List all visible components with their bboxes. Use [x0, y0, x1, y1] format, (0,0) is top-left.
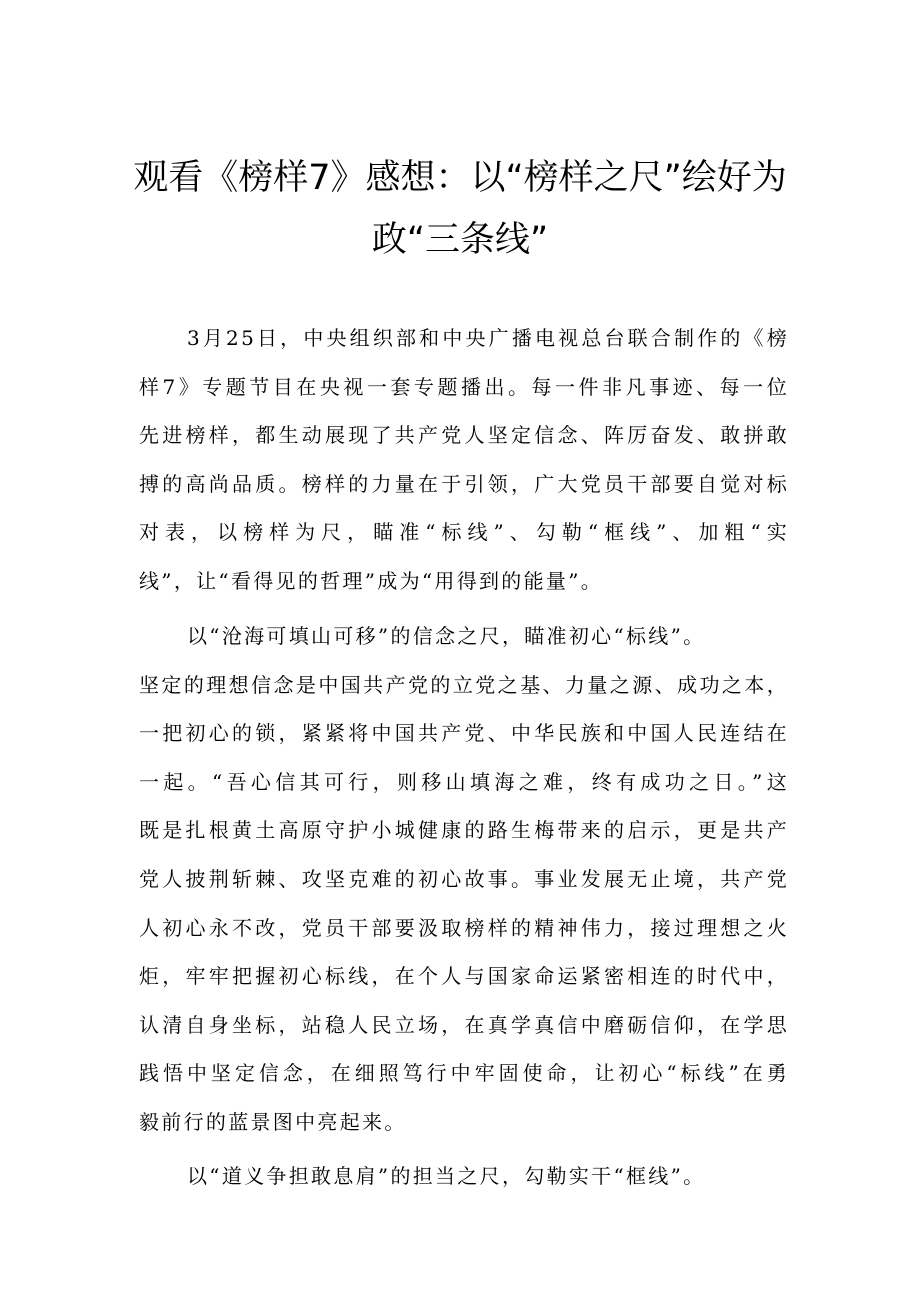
paragraph-line: 线”，让“看得见的哲理”成为“用得到的能量”。 — [139, 568, 604, 593]
paragraph-3 — [139, 1152, 789, 1201]
paragraph-line: 以“沧海可填山可移”的信念之尺，瞄准初心“标线”。 — [187, 624, 706, 648]
paragraph-2 — [139, 612, 789, 1147]
paragraph-line: 人初心永不改，党员干部要汲取榜样的精神伟力，接过理想之火 — [139, 915, 789, 940]
paragraph-line: 搏的高尚品质。榜样的力量在于引领，广大党员干部要自觉对标 — [139, 471, 789, 496]
paragraph-line: 一把初心的锁，紧紧将中国共产党、中华民族和中国人民连结在 — [139, 721, 789, 746]
paragraph-line: 认清自身坐标，站稳人民立场，在真学真信中磨砺信仰，在学思 — [139, 1012, 789, 1037]
paragraph-line: 以“道义争担敢息肩”的担当之尺，勾勒实干“框线”。 — [187, 1164, 706, 1188]
paragraph-line: 一起。“吾心信其可行，则移山填海之难，终有成功之日。”这 — [139, 769, 789, 794]
paragraph-line: 炬，牢牢把握初心标线，在个人与国家命运紧密相连的时代中， — [139, 964, 789, 989]
paragraph-line: 毅前行的蓝景图中亮起来。 — [139, 1109, 407, 1134]
paragraph-line: 党人披荆斩棘、攻坚克难的初心故事。事业发展无止境，共产党 — [139, 866, 789, 891]
paragraph-line: 样7》专题节目在央视一套专题播出。每一件非凡事迹、每一位 — [139, 374, 789, 399]
paragraph-line: 对表，以榜样为尺，瞄准“标线”、勾勒“框线”、加粗“实 — [139, 520, 789, 545]
paragraph-line: 3月25日，中央组织部和中央广播电视总台联合制作的《榜 — [187, 326, 789, 350]
paragraph-1 — [139, 314, 789, 606]
paragraph-line: 践悟中坚定信念，在细照笃行中牢固使命，让初心“标线”在勇 — [139, 1061, 789, 1086]
paragraph-line: 既是扎根黄土高原守护小城健康的路生梅带来的启示，更是共产 — [139, 818, 789, 843]
document-title-line-1: 观看《榜样7》感想：以“榜样之尺”绘好为 — [133, 158, 787, 198]
document-title-line-2: 政“三条线” — [371, 220, 549, 260]
paragraph-line: 先进榜样，都生动展现了共产党人坚定信念、阵厉奋发、敢拼敢 — [139, 423, 789, 448]
paragraph-line: 坚定的理想信念是中国共产党的立党之基、力量之源、成功之本， — [139, 672, 789, 697]
